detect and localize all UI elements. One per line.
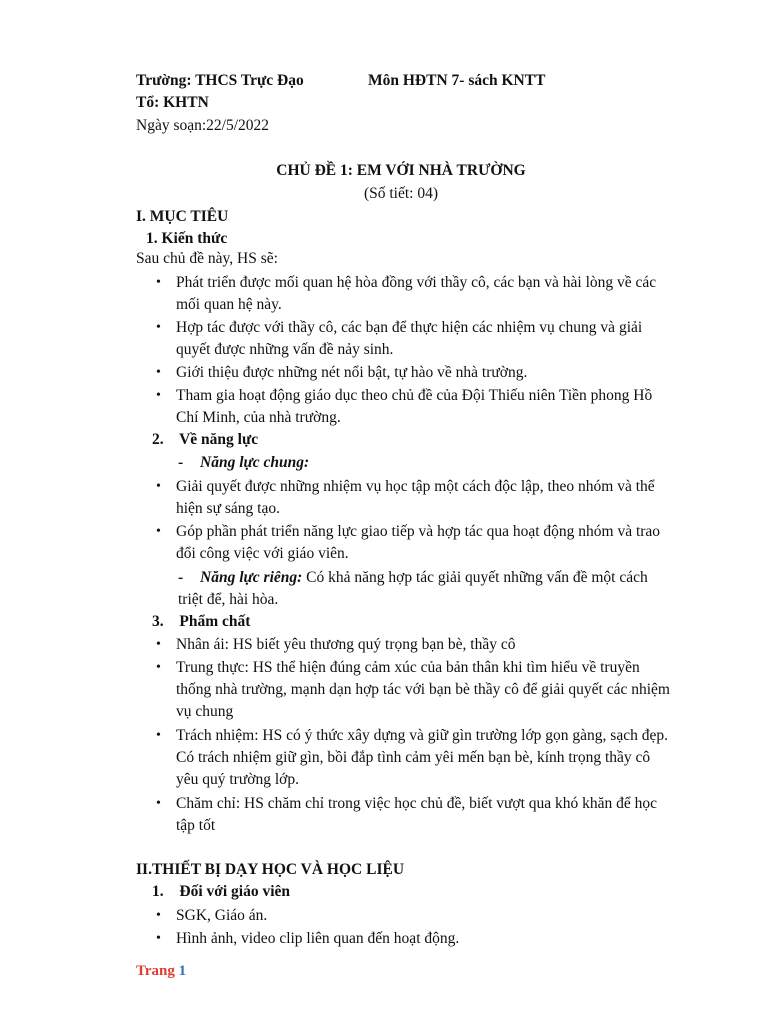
qualities-number: 3. bbox=[152, 613, 164, 630]
list-item: • Nhân ái: HS biết yêu thương quý trọng bạn bè, thầy cô bbox=[176, 634, 676, 656]
school-name: Trường: THCS Trực Đạo bbox=[136, 72, 304, 89]
competence-title: Về năng lực bbox=[179, 431, 259, 448]
list-item: • Chăm chỉ: HS chăm chỉ trong việc học chủ đề, biết vượt qua khó khăn để học tập tốt bbox=[176, 793, 676, 837]
topic-title: CHỦ ĐỀ 1: EM VỚI NHÀ TRƯỜNG bbox=[276, 162, 526, 179]
teacher-heading bbox=[152, 883, 290, 901]
qualities-heading bbox=[152, 613, 250, 631]
prep-date: Ngày soạn:22/5/2022 bbox=[136, 117, 270, 134]
teacher-title: Đối với giáo viên bbox=[179, 883, 291, 900]
subject-name: Môn HĐTN 7- sách KNTT bbox=[368, 72, 546, 89]
list-item: • Giới thiệu được những nét nổi bật, tự hào về nhà trường. bbox=[176, 362, 676, 384]
list-item: • SGK, Giáo án. bbox=[176, 905, 676, 927]
competence-heading bbox=[152, 431, 258, 449]
knowledge-heading: 1. Kiến thức bbox=[146, 230, 228, 247]
page-label: Trang bbox=[136, 963, 175, 979]
list-item: • Phát triển được mối quan hệ hòa đồng với thầy cô, các bạn và hài lòng về các mối quan hệ này. bbox=[176, 272, 676, 316]
qualities-title: Phẩm chất bbox=[179, 613, 251, 630]
list-item: • Tham gia hoạt động giáo dục theo chủ đề của Đội Thiếu niên Tiền phong Hồ Chí Minh, của nhà trường. bbox=[176, 385, 676, 429]
general-competence-label: - Năng lực chung: bbox=[178, 454, 310, 471]
specific-competence: - Năng lực riêng: Có khả năng hợp tác giải quyết những vấn đề một cách triệt để, hài hòa. bbox=[178, 569, 648, 608]
teacher-number: 1. bbox=[152, 883, 164, 900]
topic-periods: (Số tiết: 04) bbox=[363, 185, 439, 202]
page-number: 1 bbox=[178, 963, 187, 979]
list-item: • Trung thực: HS thể hiện đúng cảm xúc của bản thân khi tìm hiểu về truyền thống nhà trường, mạnh dạn hợp tác với bạn bè thầy cô để giải quyết các nhiệm vụ chung bbox=[176, 657, 676, 723]
list-item: • Hình ảnh, video clip liên quan đến hoạt động. bbox=[176, 928, 676, 950]
list-item: • Góp phần phát triển năng lực giao tiếp và hợp tác qua hoạt động nhóm và trao đổi công việc với giáo viên. bbox=[176, 521, 676, 565]
group-name: Tổ: KHTN bbox=[136, 94, 209, 111]
section-2-heading: II.THIẾT BỊ DẠY HỌC VÀ HỌC LIỆU bbox=[136, 861, 405, 878]
knowledge-intro: Sau chủ đề này, HS sẽ: bbox=[136, 250, 278, 267]
list-item: • Giải quyết được những nhiệm vụ học tập một cách độc lập, theo nhóm và thể hiện sự sáng tạo. bbox=[176, 476, 676, 520]
competence-number: 2. bbox=[152, 431, 164, 448]
page-footer bbox=[136, 963, 186, 980]
section-1-heading: I. MỤC TIÊU bbox=[136, 208, 229, 225]
list-item: • Trách nhiệm: HS có ý thức xây dựng và giữ gìn trường lớp gọn gàng, sạch đẹp. Có trách nhiệm giữ gìn, bồi đắp tình cảm yêi mến bạn bè, kính trọng thầy cô yêu quý trường lớp. bbox=[176, 725, 676, 791]
list-item: • Hợp tác được với thầy cô, các bạn để thực hiện các nhiệm vụ chung và giải quyết được những vấn đề nảy sinh. bbox=[176, 317, 676, 361]
